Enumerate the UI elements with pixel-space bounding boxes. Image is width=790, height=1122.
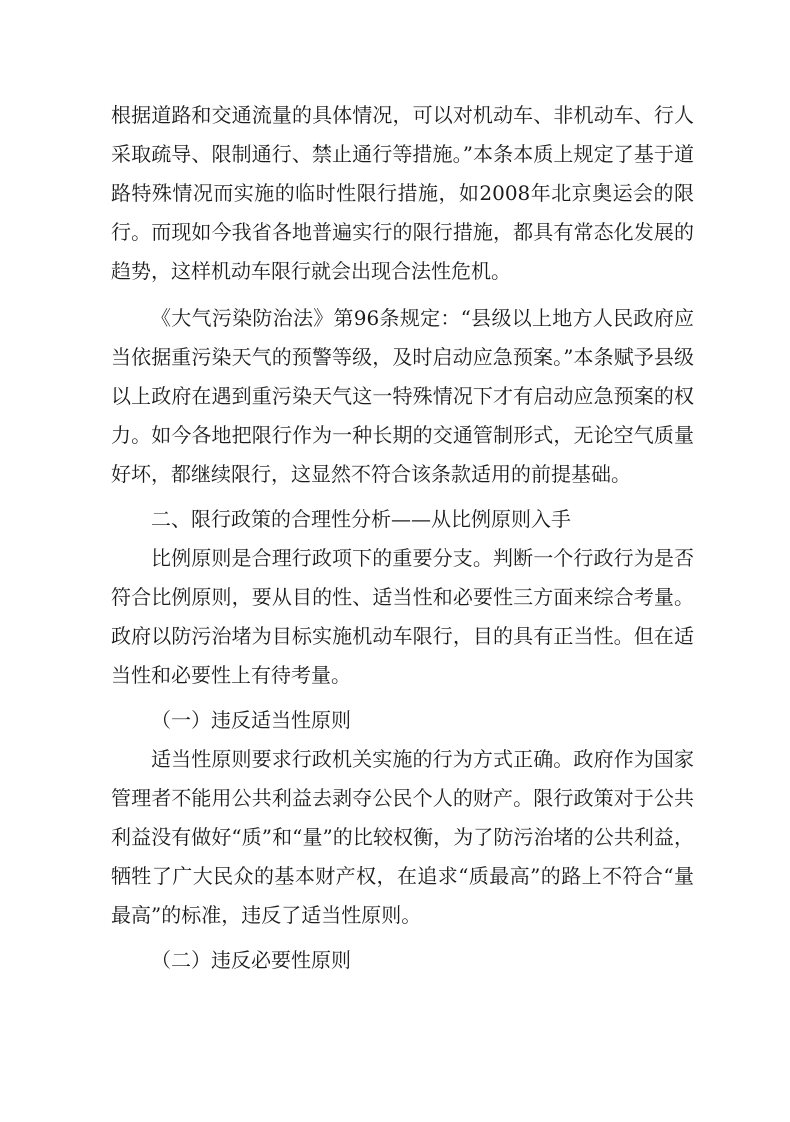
- paragraph-appropriateness: 适当性原则要求行政机关实施的行为方式正确。政府作为国家管理者不能用公共利益去剥夺公民个人的财产。限行政策对于公共利益没有做好“质”和“量”的比较权衡，为了防污治堵的公共利益，牺牲了广大民众的基本财产权，在追求“质最高”的路上不符合“量最高”的标准，违反了适当性原则。: [111, 747, 694, 927]
- paragraph-air-pollution-law: 《大气污染防治法》第96条规定：“县级以上地方人民政府应当依据重污染天气的预警等级，及时启动应急预案。”本条赋予县级以上政府在遇到重污染天气这一特殊情况下才有启动应急预案的权力。如今各地把限行作为一种长期的交通管制形式，无论空气质量好坏，都继续限行，这显然不符合该条款适用的前提基础。: [111, 306, 694, 486]
- subheading-necessity: （二）违反必要性原则: [151, 948, 351, 972]
- paragraph-continuation: 根据道路和交通流量的具体情况，可以对机动车、非机动车、行人采取疏导、限制通行、禁止通行等措施。”本条本质上规定了基于道路特殊情况而实施的临时性限行措施，如2008年北京奥运会的限行。而现如今我省各地普遍实行的限行措施，都具有常态化发展的趋势，这样机动车限行就会出现合法性危机。: [111, 103, 694, 283]
- section-heading-rationality: 二、限行政策的合理性分析——从比例原则入手: [151, 507, 571, 531]
- paragraph-proportionality: 比例原则是合理行政项下的重要分支。判断一个行政行为是否符合比例原则，要从目的性、适当性和必要性三方面来综合考量。政府以防污治堵为目标实施机动车限行，目的具有正当性。但在适当性和必要性上有待考量。: [111, 546, 694, 687]
- subheading-appropriateness: （一）违反适当性原则: [151, 708, 351, 732]
